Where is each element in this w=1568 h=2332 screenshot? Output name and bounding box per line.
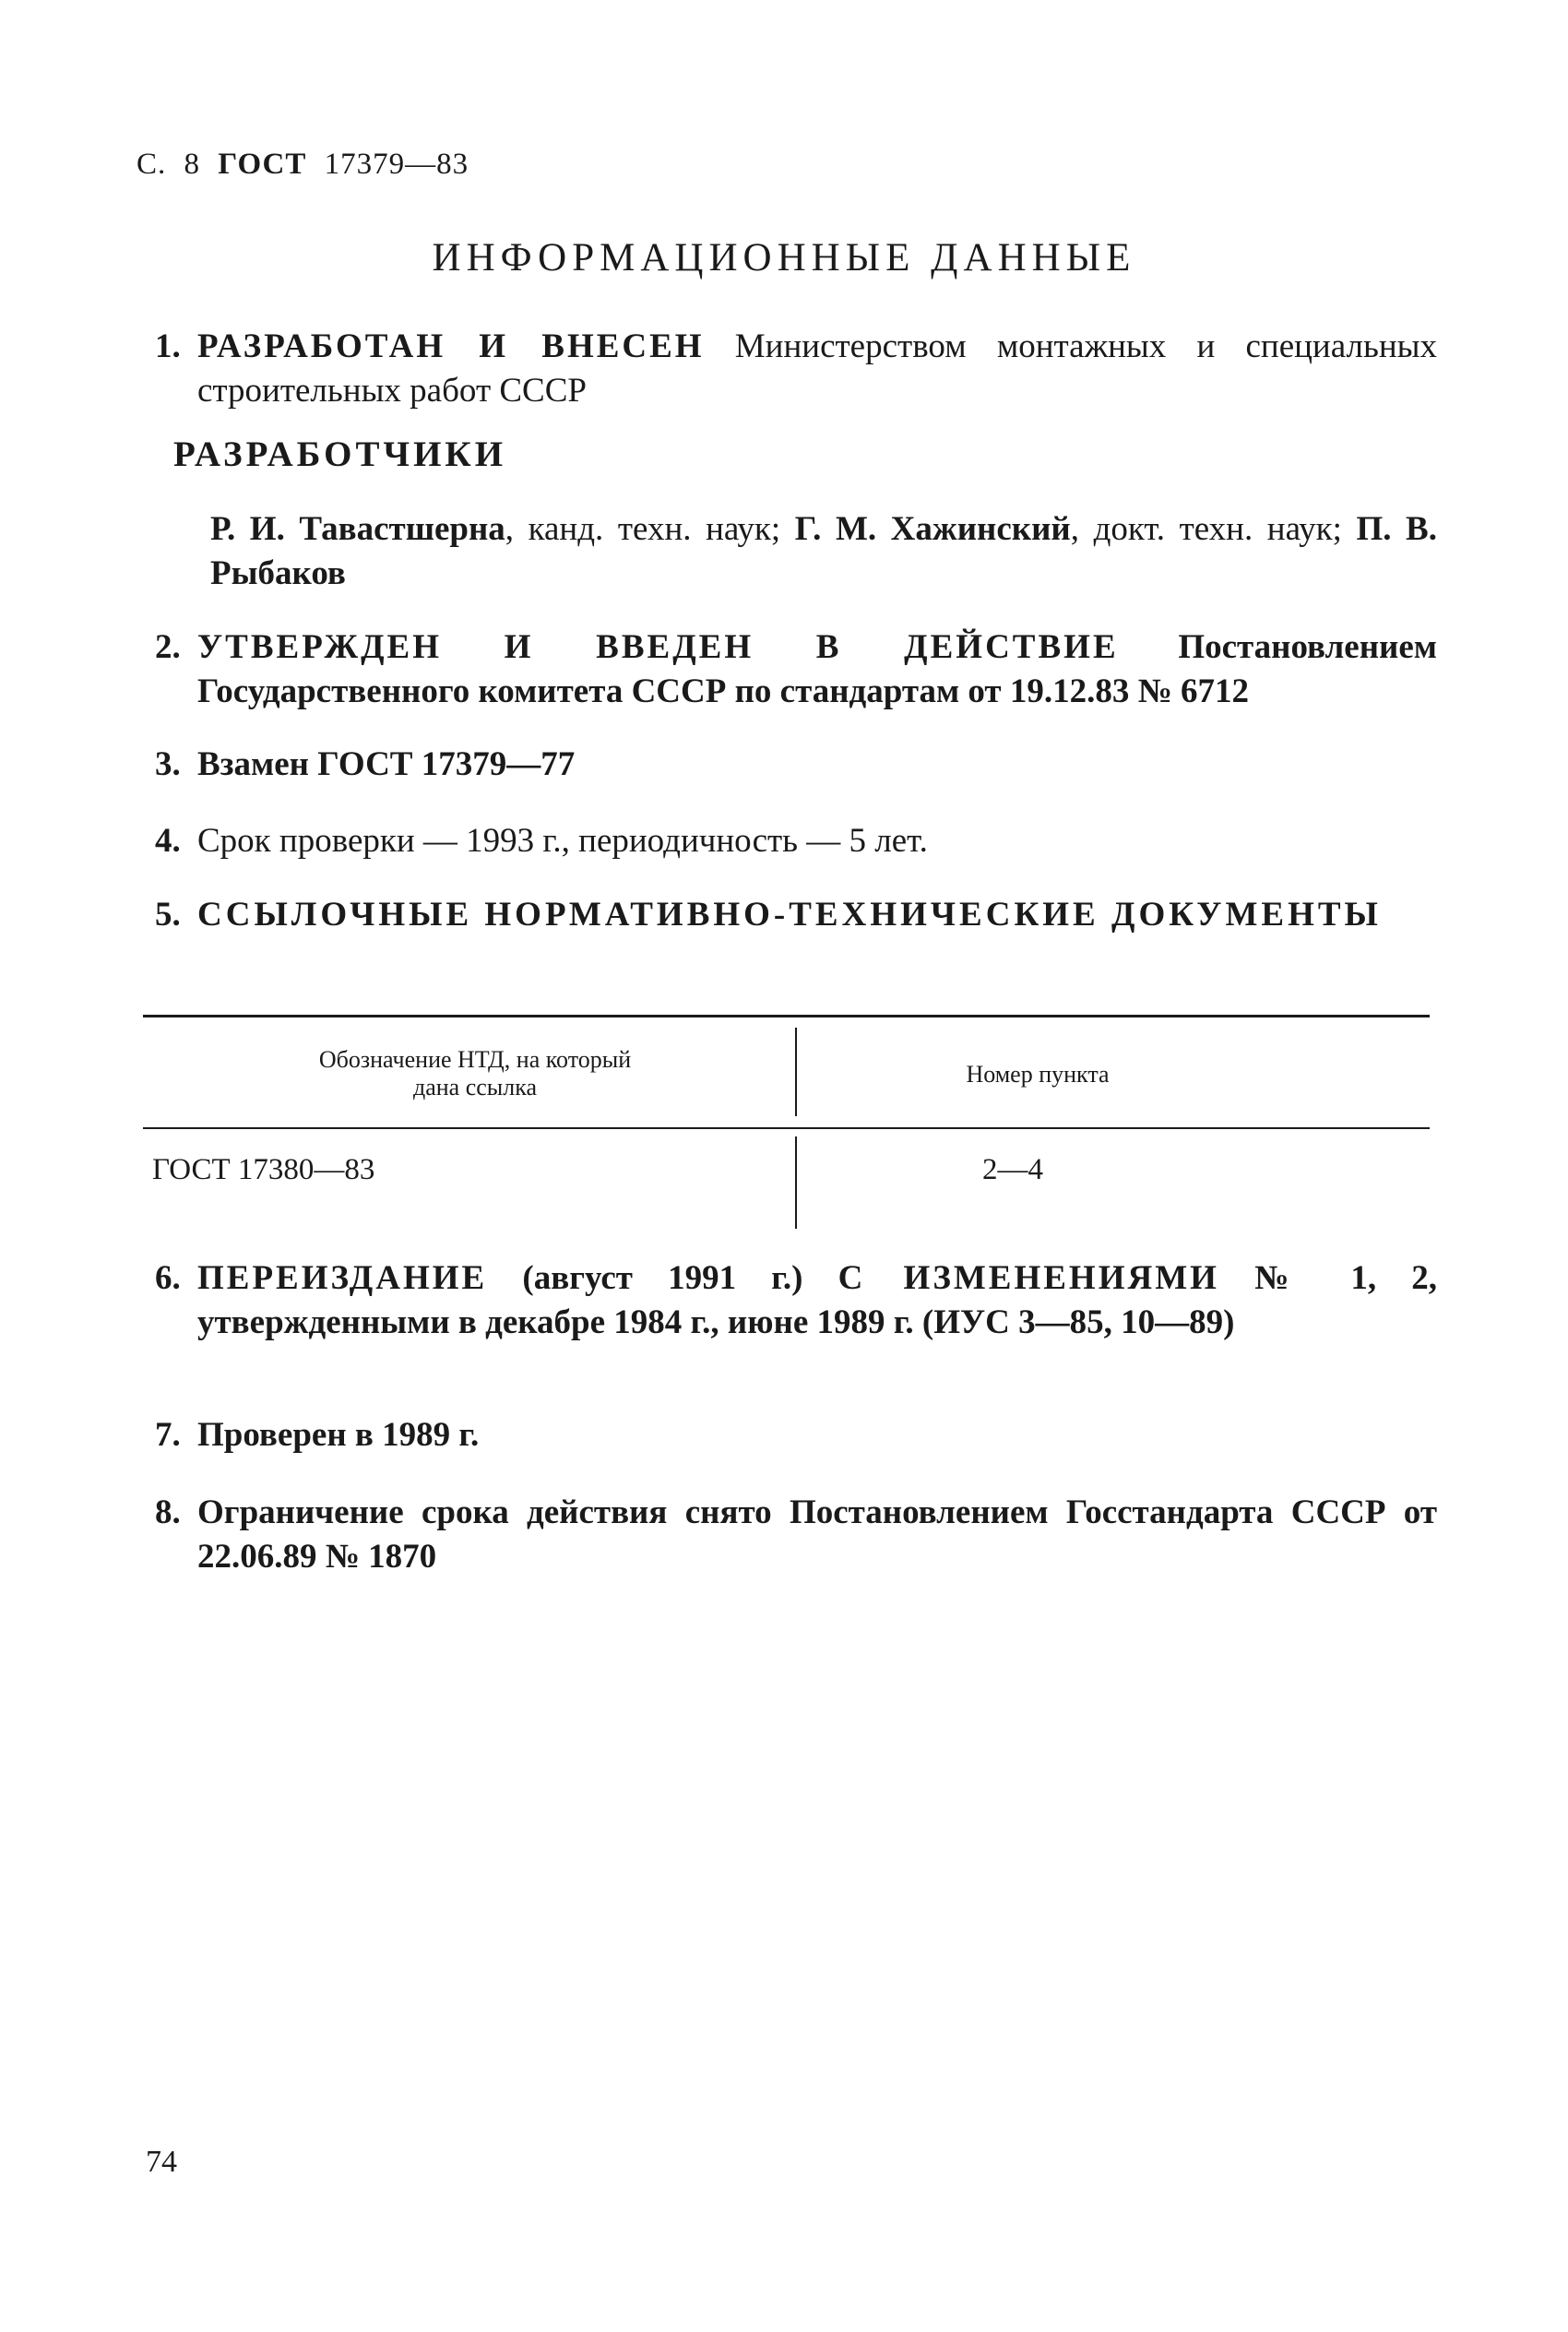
table-header-doc-line1: Обозначение НТД, на который [318, 1046, 632, 1073]
developers-heading: РАЗРАБОТЧИКИ [173, 434, 507, 474]
item-number: 4. [155, 822, 181, 860]
page-number: 74 [146, 2145, 177, 2179]
item-lead: ССЫЛОЧНЫЕ НОРМАТИВНО-ТЕХНИЧЕСКИЕ ДОКУМЕНТЫ [197, 896, 1382, 934]
item-lead: УТВЕРЖДЕН И ВВЕДЕН В ДЕЙСТВИЕ [197, 628, 1119, 666]
header-page-number: 8 [184, 148, 201, 181]
item-text-2: № 1, 2, утвержденными в декабре 1984 г., июне 1989 г. (ИУС 3—85, 10—89) [197, 1259, 1438, 1341]
table-header-clause: Номер пункта [966, 1061, 1110, 1088]
item-text: Срок проверки — 1993 г., периодичность — 5 лет. [197, 822, 928, 860]
developer-name: Р. И. Тавастшерна [210, 510, 505, 548]
developer-name: П. В. Рыбаков [210, 510, 1437, 592]
table-header-divider [795, 1028, 797, 1116]
header-standard-label: ГОСТ [218, 148, 307, 181]
running-header [137, 148, 469, 182]
info-item-6 [155, 1256, 1437, 1345]
developer-degree: , канд. техн. наук; [505, 510, 795, 548]
table-header-doc [198, 1046, 752, 1101]
item-lead-2: С ИЗМЕНЕНИЯМИ [837, 1259, 1219, 1297]
item-lead: ПЕРЕИЗДАНИЕ [197, 1259, 488, 1297]
info-item-1 [155, 325, 1437, 413]
table-header-rule [143, 1127, 1430, 1129]
header-page-prefix: С. [137, 148, 167, 181]
developer-degree: , докт. техн. наук; [1070, 510, 1357, 548]
table-top-rule [143, 1015, 1430, 1017]
info-item-8 [155, 1491, 1437, 1579]
item-number: 1. [155, 327, 181, 365]
item-number: 5. [155, 896, 181, 934]
item-number: 6. [155, 1259, 181, 1297]
item-text: Ограничение срока действия снято Постановлением Госстандарта СССР от 22.06.89 № 1870 [197, 1493, 1437, 1576]
info-item-7 [155, 1413, 1437, 1458]
table-cell-doc: ГОСТ 17380—83 [152, 1153, 375, 1186]
table-cell-clause: 2—4 [982, 1153, 1043, 1186]
item-text: Взамен ГОСТ 17379—77 [197, 745, 576, 783]
table-body-divider [795, 1136, 797, 1229]
item-number: 8. [155, 1493, 181, 1531]
header-standard-code: 17379—83 [324, 148, 469, 181]
item-body [197, 1256, 1437, 1345]
developers-list [210, 507, 1437, 596]
table-header-doc-line2: дана ссылка [412, 1074, 538, 1101]
info-item-2 [155, 625, 1437, 714]
item-number: 3. [155, 745, 181, 783]
item-body [197, 325, 1437, 413]
item-number: 2. [155, 628, 181, 666]
page-title: ИНФОРМАЦИОННЫЕ ДАННЫЕ [432, 236, 1136, 280]
item-text: Проверен в 1989 г. [197, 1416, 480, 1454]
item-text: (август 1991 г.) [487, 1259, 838, 1297]
item-number: 7. [155, 1416, 181, 1454]
item-text: Министерством монтажных и специальных строительных работ СССР [197, 327, 1437, 410]
item-body [197, 625, 1437, 714]
item-text: Постановлением Государственного комитета СССР по стандартам от 19.12.83 № 6712 [197, 628, 1437, 710]
developer-name: Г. М. Хажинский [794, 510, 1071, 548]
info-item-4 [155, 819, 1437, 863]
info-item-3 [155, 743, 1437, 787]
item-lead: РАЗРАБОТАН И ВНЕСЕН [197, 327, 705, 365]
info-item-5 [155, 893, 1437, 937]
